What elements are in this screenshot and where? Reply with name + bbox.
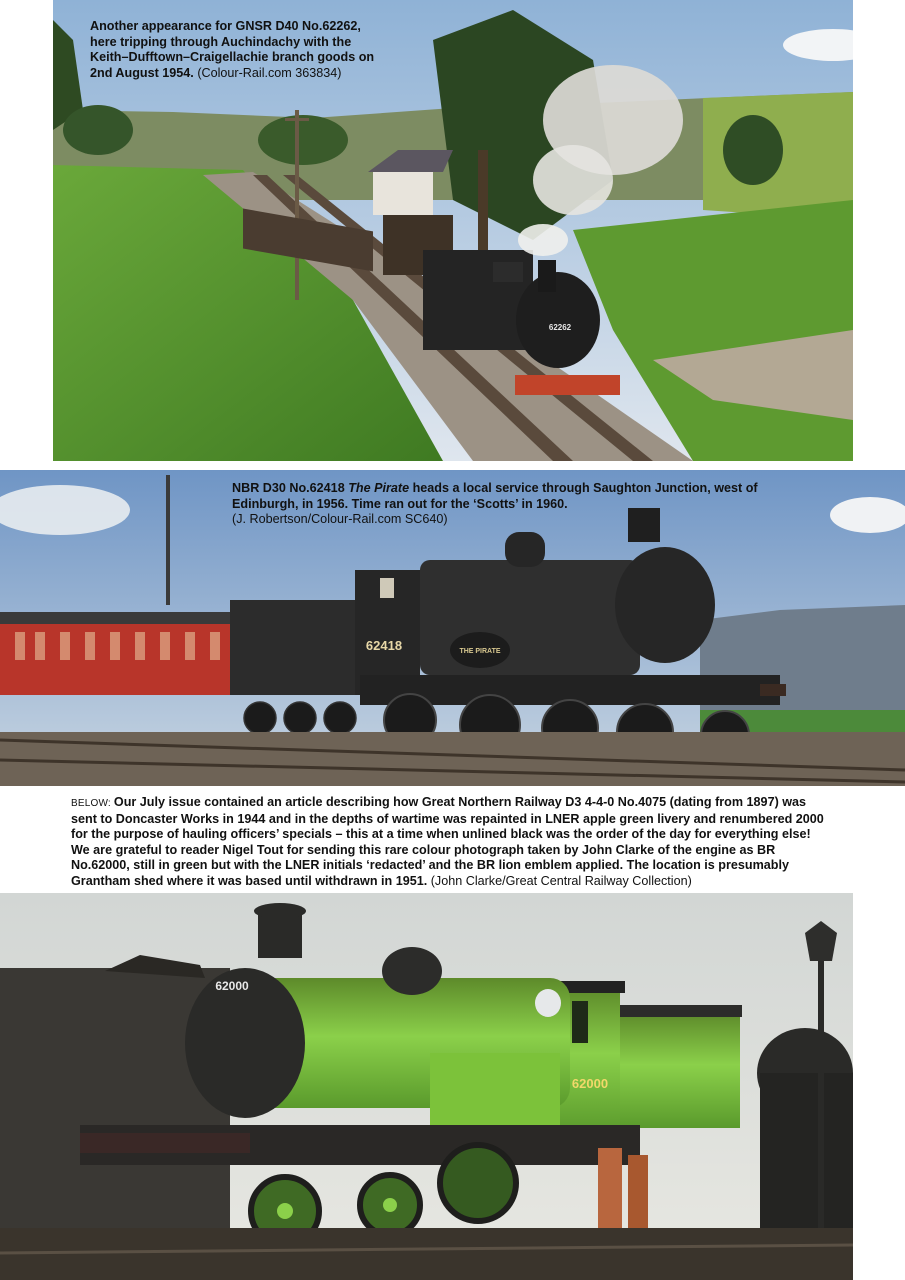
- caption-nbr-d30-credit: (J. Robertson/Colour-Rail.com SC640): [232, 512, 448, 526]
- caption-nbr-d30: [232, 481, 792, 528]
- caption-gnsr-d40: [90, 19, 390, 81]
- caption-gnr-d3-text: Our July issue contained an article describing how Great Northern Railway D3 4-4-0 No.4075 (dating from 1897) was sent to Doncaster Works in 1944 and in the depths of wartime was repainted in LNER apple green livery and renumbered 2000 for the purpose of hauling officers’ specials – this at a time when unlined black was the order of the day for everything else! We are grateful to reader Nigel Tout for sending this rare colour photograph taken by John Clarke of the engine as BR No.62000, still in green but with the LNER initials ‘redacted’ and the BR lion emblem applied. The location is presumably Grantham shed where it was based until withdrawn in 1951.: [71, 795, 824, 888]
- caption-nbr-d30-name: The Pirate: [348, 481, 410, 495]
- smokebox-number-62000: 62000: [215, 979, 249, 993]
- nameplate-the-pirate: THE PIRATE: [459, 648, 501, 655]
- caption-gnsr-d40-credit: (Colour-Rail.com 363834): [197, 65, 342, 80]
- photo-gnr-d3-image: [0, 893, 853, 1280]
- cab-number-62000: 62000: [571, 1076, 609, 1091]
- smokebox-number-62262: 62262: [548, 323, 572, 332]
- caption-gnr-d3-credit: (John Clarke/Great Central Railway Collection): [430, 873, 692, 888]
- photo-gnr-d3: [0, 893, 853, 1280]
- caption-gnr-d3: [71, 795, 831, 889]
- caption-gnsr-d40-text: Another appearance for GNSR D40 No.62262, here tripping through Auchindachy with the Keith–Dufftown–Craigellachie branch goods on 2nd August 1954.: [90, 19, 375, 80]
- caption-nbr-d30-prefix: NBR D30 No.62418: [232, 481, 349, 495]
- caption-gnr-d3-label: BELOW:: [71, 798, 114, 809]
- cab-number-62418: 62418: [365, 638, 403, 653]
- caption-nbr-d30-text: heads a local service through Saughton Junction, west of Edinburgh, in 1956. Time ran out for the ‘Scotts’ in 1960.: [232, 481, 758, 511]
